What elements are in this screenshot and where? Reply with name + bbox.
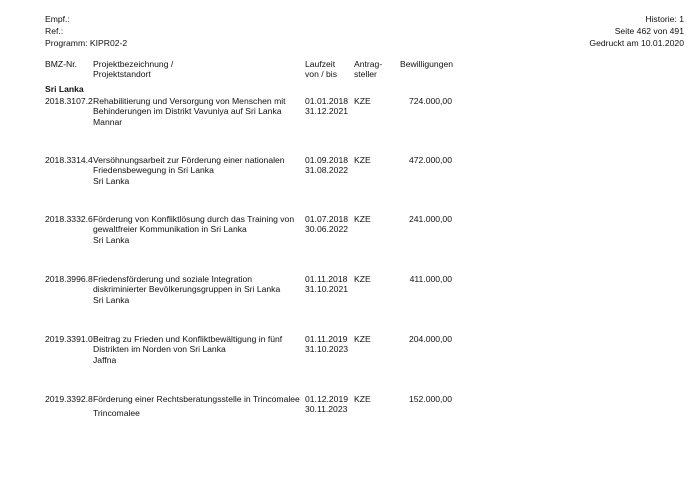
bmz-number: 2019.3391.0 <box>45 334 93 344</box>
col-header-antragsteller <box>354 59 382 80</box>
project-location: Mannar <box>93 117 123 127</box>
approved-amount: 724.000,00 <box>408 96 452 106</box>
project-title <box>93 274 303 295</box>
ref-label: Ref.: <box>45 26 64 36</box>
col-header-bmz: BMZ-Nr. <box>45 59 77 69</box>
col-header-title <box>93 59 173 80</box>
project-title-line2: gewaltfreier Kommunikation in Sri Lanka <box>93 224 247 235</box>
bmz-number: 2018.3996.8 <box>45 274 93 284</box>
project-location: Jaffna <box>93 355 117 365</box>
applicant: KZE <box>354 274 371 284</box>
approved-amount: 241.000,00 <box>408 214 452 224</box>
project-title-line1: Rehabilitierung und Versorgung von Menschen mit <box>93 96 286 106</box>
applicant: KZE <box>354 334 371 344</box>
duration-from: 01.09.2018 <box>305 155 349 165</box>
project-title <box>93 334 303 355</box>
project-duration <box>305 155 348 176</box>
duration-to: 31.10.2023 <box>305 344 349 355</box>
col-header-antragsteller-line1: Antrag- <box>354 59 383 69</box>
project-title-line1: Förderung von Konfliktlösung durch das Training von <box>93 214 295 224</box>
project-duration <box>305 334 348 355</box>
bmz-number: 2018.3107.2 <box>45 96 93 106</box>
approved-amount: 152.000,00 <box>408 394 452 404</box>
project-title-line2: Distrikten im Norden von Sri Lanka <box>93 344 226 355</box>
duration-to: 31.08.2022 <box>305 165 349 176</box>
applicant: KZE <box>354 394 371 404</box>
project-duration <box>305 214 348 235</box>
project-title-line1: Versöhnungsarbeit zur Förderung einer nationalen <box>93 155 285 165</box>
print-date: Gedruckt am 10.01.2020 <box>589 38 684 48</box>
col-header-laufzeit <box>305 59 337 80</box>
project-title <box>93 214 303 235</box>
project-title <box>93 96 303 117</box>
header-right <box>589 14 684 50</box>
bmz-number: 2018.3314.4 <box>45 155 93 165</box>
col-header-bewilligungen: Bewilligungen <box>400 59 454 69</box>
project-title <box>93 155 303 176</box>
programm-label: Programm: KIPR02-2 <box>45 38 128 48</box>
project-title <box>93 394 303 404</box>
duration-to: 31.12.2021 <box>305 106 349 117</box>
bmz-number: 2018.3332.6 <box>45 214 93 224</box>
col-header-laufzeit-line1: Laufzeit <box>305 59 336 69</box>
applicant: KZE <box>354 214 371 224</box>
historie-label: Historie: 1 <box>645 14 684 24</box>
applicant: KZE <box>354 155 371 165</box>
section-heading: Sri Lanka <box>45 84 84 94</box>
duration-from: 01.11.2018 <box>305 274 348 284</box>
col-header-title-line1: Projektbezeichnung / <box>93 59 174 69</box>
project-title-line1: Förderung einer Rechtsberatungsstelle in Trincomalee <box>93 394 300 404</box>
project-location: Sri Lanka <box>93 176 130 186</box>
empf-label: Empf.: <box>45 14 70 24</box>
approved-amount: 204.000,00 <box>408 334 452 344</box>
duration-to: 30.06.2022 <box>305 224 349 235</box>
duration-from: 01.07.2018 <box>305 214 349 224</box>
project-duration <box>305 274 348 295</box>
col-header-antragsteller-line2: steller <box>354 69 377 80</box>
duration-from: 01.11.2019 <box>305 334 348 344</box>
approved-amount: 472.000,00 <box>408 155 452 165</box>
page-number: Seite 462 von 491 <box>614 26 684 36</box>
duration-to: 31.10.2021 <box>305 284 349 295</box>
project-location: Sri Lanka <box>93 295 130 305</box>
project-title-line1: Beitrag zu Frieden und Konfliktbewältigung in fünf <box>93 334 283 344</box>
duration-to: 30.11.2023 <box>305 404 348 415</box>
approved-amount: 411.000,00 <box>409 274 452 284</box>
project-title-line1: Friedensförderung und soziale Integration <box>93 274 253 284</box>
duration-from: 01.12.2019 <box>305 394 349 404</box>
project-title-line2: Behinderungen im Distrikt Vavuniya auf Sri Lanka <box>93 106 282 117</box>
project-title-line2: diskriminierter Bevölkerungsgruppen in Sri Lanka <box>93 284 281 295</box>
header-left <box>45 14 127 50</box>
col-header-title-line2: Projektstandort <box>93 69 151 80</box>
duration-from: 01.01.2018 <box>305 96 349 106</box>
applicant: KZE <box>354 96 371 106</box>
project-title-line2: Friedensbewegung in Sri Lanka <box>93 165 214 176</box>
project-duration <box>305 96 348 117</box>
col-header-laufzeit-line2: von / bis <box>305 69 338 80</box>
project-location: Sri Lanka <box>93 235 130 245</box>
project-duration <box>305 394 348 415</box>
project-location: Trincomalee <box>93 408 140 418</box>
bmz-number: 2019.3392.8 <box>45 394 93 404</box>
